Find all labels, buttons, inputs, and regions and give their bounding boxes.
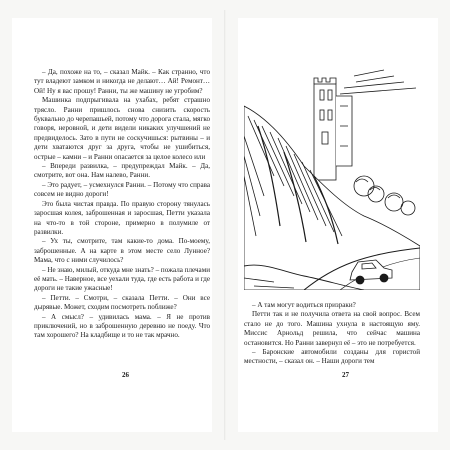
paragraph: – Впереди развилка, – предупреждал Майк. – Да, смотрите, вот она. Нам налево, Ранни. xyxy=(34,162,210,180)
page-number: 27 xyxy=(342,371,349,379)
book-gutter xyxy=(224,10,226,440)
right-page-text xyxy=(244,301,420,367)
page-number: 26 xyxy=(122,371,129,379)
paragraph: Это была чистая правда. По правую сторону тянулась заросшая колея, заброшенная и заросшая, Петти указала на что-то в той стороне, примерно в полумиле от развилки. xyxy=(34,199,210,236)
left-page xyxy=(12,18,212,432)
paragraph: – Не знаю, милый, откуда мне знать? – пожала плечами её мать. – Наверное, все уехали туда, где есть работа и где дороги не такие ужасные! xyxy=(34,265,210,293)
paragraph: – Ух ты, смотрите, там какие-то дома. По-моему, заброшенные. А на карте в этом месте село Лунное? Мама, что с ними случилось? xyxy=(34,237,210,265)
paragraph: – Это радует, – усмехнулся Ранни. – Потому что справа совсем не видно дороги! xyxy=(34,180,210,199)
right-page xyxy=(238,18,438,432)
paragraph: – Баронские автомобили созданы для гористой местности, – сказал он. – Наши дороги тем xyxy=(244,348,420,366)
castle-cliff-illustration xyxy=(244,66,420,290)
paragraph: – А там могут водиться призраки? xyxy=(252,301,356,309)
paragraph: Петти так и не получила ответа на свой вопрос. Всем стало не до того. Машина ухнула в настоящую яму. Миссис Арнольд решила, что сейчас машина остановится. Но Ранни завернул её – это не потребуется. xyxy=(244,310,420,347)
trees xyxy=(354,176,415,215)
paragraph: – Да, похоже на то, – сказал Майк. – Как странно, что тут владеют замком и никогда не делают… Ай! Ремонт… Ой! Ну я вас прошу! Ранни, ты же машину не угробим? xyxy=(34,68,210,95)
paragraph: – Петти. – Смотри, – сказала Петти. – Они все дырявые. Может, сходим посмотреть поближе? xyxy=(34,293,210,312)
paragraph: – А смысл? – удивилась мама. – Я не против приключений, но в заброшенную деревню не поеду. Что там хорошего? На кладбище и то не так мрачно. xyxy=(34,312,210,340)
left-page-text xyxy=(34,68,210,341)
paragraph: Машинка подпрыгивала на ухабах, ребят страшно трясло. Ранни пришлось снова снизить скорость буквально до черепашьей, потому что дорога стала, мягко говоря, неровной, и дети видели никаких улучшений не предвиделось. Зато в пути не соскучишься: рытвины – и дети хватаются друг за друга, чтобы не ушибиться, острые – камни – и Ранни опасается за целое колесо или xyxy=(34,96,210,161)
